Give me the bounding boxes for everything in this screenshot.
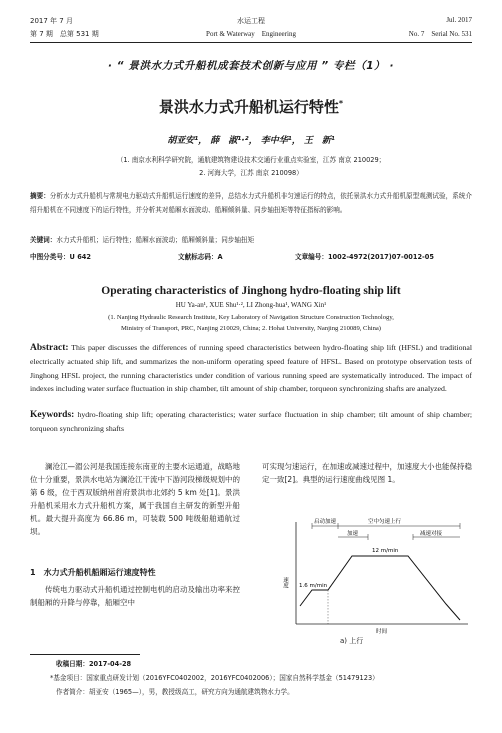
- section-1-heading: 1 水力式升船机船厢运行速度特性: [30, 568, 156, 577]
- document-code: 文献标志码：A: [178, 253, 223, 261]
- header-issue-en: No. 7 Serial No. 531: [408, 30, 472, 38]
- keywords-en-label: Keywords:: [30, 410, 75, 420]
- keywords-en-text: hydro-floating ship lift; operating characteristics; water surface fluctuation in ship chamber; tilt amount of ship chamber; torqueon synchronizing shafts: [30, 410, 472, 434]
- title-text: 景洪水力式升船机运行特性: [158, 98, 339, 116]
- footnote-fund: *基金项目：国家重点研发计划（2016YFC0402002，2016YFC0402006）；国家自然科学基金（51479123）: [50, 674, 379, 682]
- affiliation-en-2: Ministry of Transport, PRC, Nanjing 210029, China; 2. Hohai University, Nanjing 210089, China): [120, 325, 382, 332]
- label-start-accel: 启动加速: [314, 519, 337, 525]
- keywords-en: [30, 408, 472, 436]
- header-journal-cn: 水运工程: [237, 17, 265, 25]
- affiliation-cn-2: 2. 河海大学，江苏 南京 210098）: [199, 169, 303, 177]
- header-journal-en: Port & Waterway Engineering: [206, 30, 296, 38]
- abstract-cn-text: 分析水力式升船机与常规电力驱动式升船机运行速度的差异，总结水力式升船机非匀速运行的特点，依托景洪水力式升船机原型观测试验，系统介绍升船机在不同速度下的运行特性，并分析其对船厢水面波动、船厢倾斜量、同步轴扭矩等特征指标的影响。: [30, 192, 473, 214]
- title-footnote-mark: *: [338, 99, 344, 108]
- label-speed-high: 12 m/min: [372, 548, 399, 554]
- footnote-received: 收稿日期：2017-04-28: [56, 660, 132, 668]
- page-title-en: Operating characteristics of Jinghong hydro-floating ship lift: [101, 285, 401, 297]
- figure-1a-speed-curve: [268, 510, 473, 637]
- header-issue-cn: 第 7 期 总第 531 期: [30, 30, 99, 38]
- header-rule: [30, 42, 472, 43]
- label-speed-low: 1.6 m/min: [299, 583, 328, 589]
- label-decel-dock: 减速对接: [420, 531, 443, 537]
- clc-number: 中图分类号：U 642: [30, 253, 91, 261]
- affiliation-en-1: (1. Nanjing Hydraulic Research Institute, Key Laboratory of Navigation Structure Construction Technology,: [108, 314, 394, 321]
- section-1-paragraph: 传统电力驱动式升船机通过控制电机的启动及输出功率来控制船厢的升降与停靠，船厢空中: [30, 585, 240, 607]
- footnote-author: 作者简介：胡亚安（1965—），男，教授级高工，研究方向为通航建筑物水力学。: [56, 688, 294, 696]
- authors-en: HU Ya-an¹, XUE Shu¹·², LI Zhong-hua¹, WANG Xin¹: [175, 301, 327, 309]
- figure-caption: a) 上行: [340, 637, 364, 645]
- affiliation-cn-1: （1. 南京水利科学研究院，通航建筑物建设技术交通行业重点实验室，江苏 南京 210029；: [116, 156, 386, 164]
- figure-intro-paragraph: 可实现匀速运行，在加速或减速过程中，加速度大小也能保持稳定一致[2]。典型的运行速度曲线见图 1。: [262, 462, 472, 484]
- abstract-cn-label: 摘要：: [30, 192, 50, 200]
- header-date-cn: 2017 年 7 月: [30, 17, 73, 25]
- keywords-cn: [30, 235, 472, 246]
- abstract-en-text: This paper discusses the differences of running speed characteristics between hydro-floating ship lift (HFSL) and traditional electrically actuated ship lift, and summarizes the non-uniform operating speed feature of HFSL. Based on prototype observation tests of Jinghong HFSL project, the running characteristics under condition of various running speed are systematically introduced. The impact of indexes including water surface fluctuation in ship chamber, tilt amount of ship chamber, torqueon synchronizing shafts are analyzed.: [30, 343, 472, 394]
- label-uniform-ascent: 空中匀速上行: [368, 519, 402, 525]
- article-number: 文章编号：1002-4972(2017)07-0012-05: [295, 253, 434, 261]
- y-axis-label: 速度: [282, 577, 288, 588]
- footnote-rule: [30, 654, 140, 655]
- page-title-cn: [0, 96, 502, 117]
- x-axis-label: 时间: [376, 629, 388, 635]
- keywords-cn-label: 关键词：: [30, 236, 57, 244]
- keywords-cn-text: 水力式升船机；运行特性；船厢水面波动；船厢倾斜量；同步轴扭矩: [56, 236, 255, 244]
- abstract-cn: [30, 190, 472, 217]
- abstract-en-label: Abstract:: [30, 343, 69, 353]
- header-date-en: Jul. 2017: [446, 16, 472, 24]
- column-banner: · “ 景洪水力式升船机成套技术创新与应用 ” 专栏（1） ·: [107, 60, 395, 72]
- authors-cn: 胡亚安¹， 薛 淑¹·²， 李中华¹， 王 新¹: [167, 136, 335, 146]
- intro-paragraph: 澜沧江—湄公河是我国连接东南亚的主要水运通道，战略地位十分重要，景洪水电站为澜沧江干流中下游河段梯级规划中的第 6 级，位于西双版纳州首府景洪市北郊约 5 km 处[1]。景洪升船机采用水力式升船机方案，属于我国自主研发的新型升船机。最大提升高度为 66.86 m，可装载 500 吨级船舶通航过坝。: [30, 462, 240, 536]
- abstract-en: [30, 341, 472, 396]
- label-accel: 加速: [347, 531, 359, 537]
